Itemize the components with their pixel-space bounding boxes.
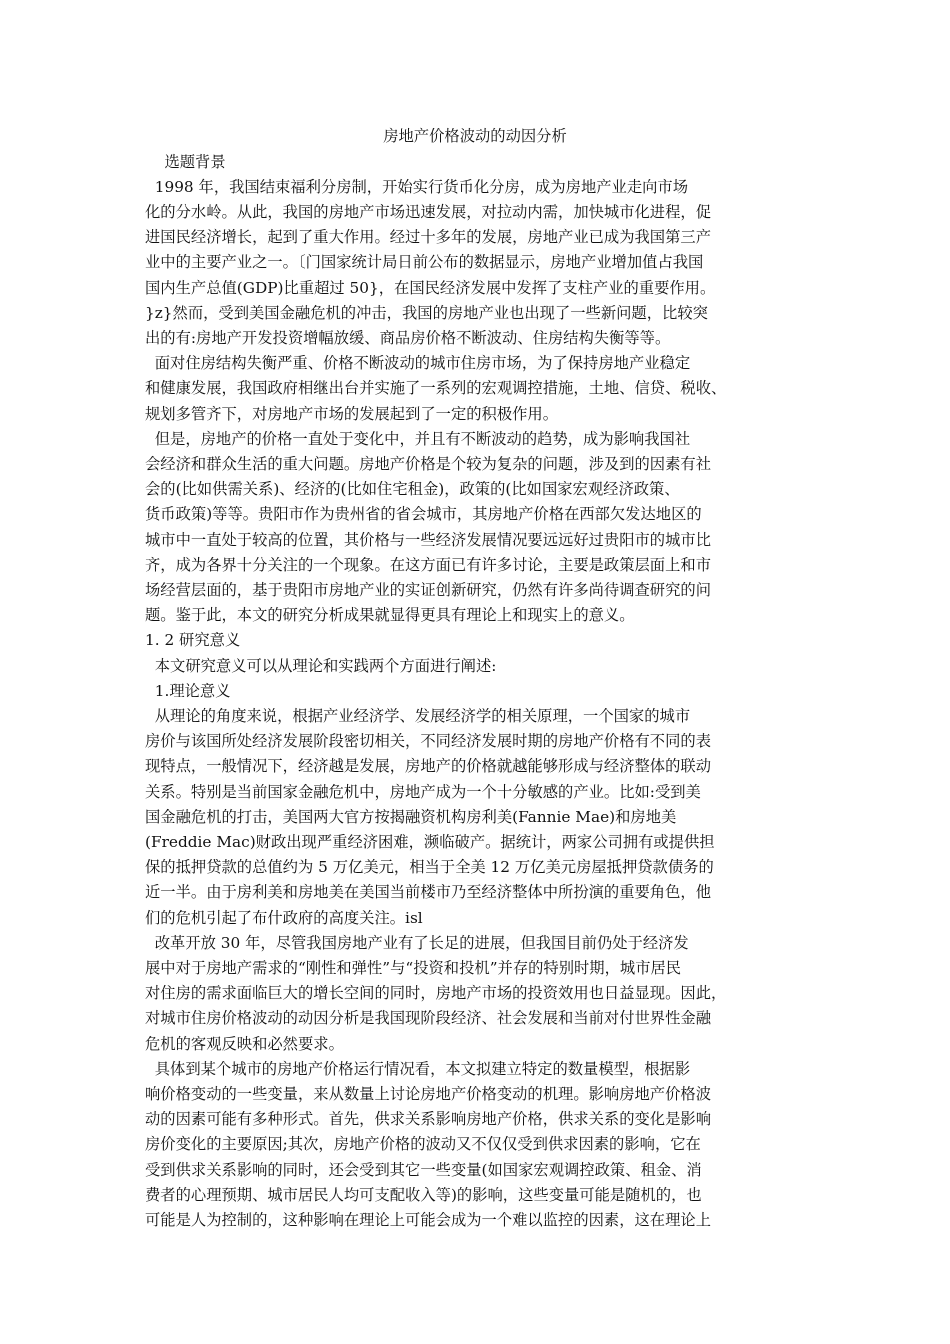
- text-line: 会经济和群众生活的重大问题。房地产价格是个较为复杂的问题，涉及到的因素有社: [145, 454, 711, 473]
- text-line: }z}然而，受到美国金融危机的冲击，我国的房地产业也出现了一些新问题，比较突: [145, 303, 708, 322]
- text-line: 危机的客观反映和必然要求。: [145, 1034, 344, 1053]
- text-line: 房价与该国所处经济发展阶段密切相关，不同经济发展时期的房地产价格有不同的表: [145, 732, 711, 751]
- text-line: 展中对于房地产需求的“刚性和弹性”与“投资和投机”并存的特别时期，城市居民: [145, 958, 682, 977]
- text-line: 1.理论意义: [145, 681, 231, 700]
- text-line: 响价格变动的一些变量，来从数量上讨论房地产价格变动的机理。影响房地产价格波: [145, 1084, 711, 1103]
- text-line: 1. 2 研究意义: [145, 631, 241, 650]
- text-line: 们的危机引起了布什政府的高度关注。isl: [145, 908, 423, 927]
- text-line: 可能是人为控制的，这种影响在理论上可能会成为一个难以监控的因素，这在理论上: [145, 1210, 711, 1229]
- text-line: 和健康发展，我国政府相继出台并实施了一系列的宏观调控措施，土地、信贷、税收、: [145, 379, 727, 398]
- text-line: 规划多管齐下，对房地产市场的发展起到了一定的积极作用。: [145, 404, 559, 423]
- text-line: 国金融危机的打击，美国两大官方按揭融资机构房利美(Fannie Mae)和房地美: [145, 807, 677, 826]
- text-line: 1998 年，我国结束福利分房制，开始实行货币化分房，成为房地产业走向市场: [145, 177, 689, 196]
- text-line: 房价变化的主要原因;其次，房地产价格的波动又不仅仅受到供求因素的影响，它在: [145, 1135, 701, 1154]
- text-line: 受到供求关系影响的同时，还会受到其它一些变量(如国家宏观调控政策、租金、消: [145, 1160, 702, 1179]
- text-line: 齐，成为各界十分关注的一个现象。在这方面已有许多讨论，主要是政策层面上和市: [145, 555, 711, 574]
- text-line: 业中的主要产业之一。〔门国家统计局日前公布的数据显示，房地产业增加值占我国: [145, 253, 704, 272]
- text-line: 场经营层面的，基于贵阳市房地产业的实证创新研究，仍然有许多尚待调查研究的问: [145, 580, 711, 599]
- text-line: 动的因素可能有多种形式。首先，供求关系影响房地产价格，供求关系的变化是影响: [145, 1110, 711, 1129]
- text-line: 但是，房地产的价格一直处于变化中，并且有不断波动的趋势，成为影响我国社: [145, 429, 691, 448]
- text-line: 保的抵押贷款的总值约为 5 万亿美元，相当于全美 12 万亿美元房屋抵押贷款债务的: [145, 858, 714, 877]
- text-line: 近一半。由于房利美和房地美在美国当前楼市乃至经济整体中所扮演的重要角色，他: [145, 883, 711, 902]
- text-line: 题。鉴于此，本文的研究分析成果就显得更具有理论上和现实上的意义。: [145, 606, 635, 625]
- text-line: 本文研究意义可以从理论和实践两个方面进行阐述:: [145, 656, 497, 675]
- text-line: 进国民经济增长，起到了重大作用。经过十多年的发展，房地产业已成为我国第三产: [145, 228, 711, 247]
- text-line: (Freddie Mac)财政出现严重经济困难，濒临破产。据统计，两家公司拥有或提供担: [145, 832, 715, 851]
- text-line: 具体到某个城市的房地产价格运行情况看，本文拟建立特定的数量模型，根据影: [145, 1059, 691, 1078]
- text-line: 城市中一直处于较高的位置，其价格与一些经济发展情况要远远好过贵阳市的城市比: [145, 530, 711, 549]
- text-line: 国内生产总值(GDP)比重超过 50}，在国民经济发展中发挥了支柱产业的重要作用。: [145, 278, 716, 297]
- text-line: 面对住房结构失衡严重、价格不断波动的城市住房市场，为了保持房地产业稳定: [145, 354, 691, 373]
- text-line: 对住房的需求面临巨大的增长空间的同时，房地产市场的投资效用也日益显现。因此，: [145, 984, 727, 1003]
- text-line: 费者的心理预期、城市居民人均可支配收入等)的影响，这些变量可能是随机的，也: [145, 1185, 702, 1204]
- text-line: 关系。特别是当前国家金融危机中，房地产成为一个十分敏感的产业。比如:受到美: [145, 782, 701, 801]
- text-line: 从理论的角度来说，根据产业经济学、发展经济学的相关原理，一个国家的城市: [145, 706, 691, 725]
- text-line: 现特点，一般情况下，经济越是发展，房地产的价格就越能够形成与经济整体的联动: [145, 757, 711, 776]
- text-line: 改革开放 30 年，尽管我国房地产业有了长足的进展，但我国目前仍处于经济发: [145, 933, 689, 952]
- text-line: 化的分水岭。从此，我国的房地产市场迅速发展，对拉动内需，加快城市化进程，促: [145, 202, 711, 221]
- text-line: 选题背景: [145, 152, 226, 171]
- text-line: 货币政策)等等。贵阳市作为贵州省的省会城市，其房地产价格在西部欠发达地区的: [145, 505, 702, 524]
- document-title: 房地产价格波动的动因分析: [383, 127, 567, 145]
- text-line: 对城市住房价格波动的动因分析是我国现阶段经济、社会发展和当前对付世界性金融: [145, 1009, 711, 1028]
- text-line: 会的(比如供需关系)、经济的(比如住宅租金)，政策的(比如国家宏观经济政策、: [145, 480, 680, 499]
- text-line: 出的有:房地产开发投资增幅放缓、商品房价格不断波动、住房结构失衡等等。: [145, 328, 671, 347]
